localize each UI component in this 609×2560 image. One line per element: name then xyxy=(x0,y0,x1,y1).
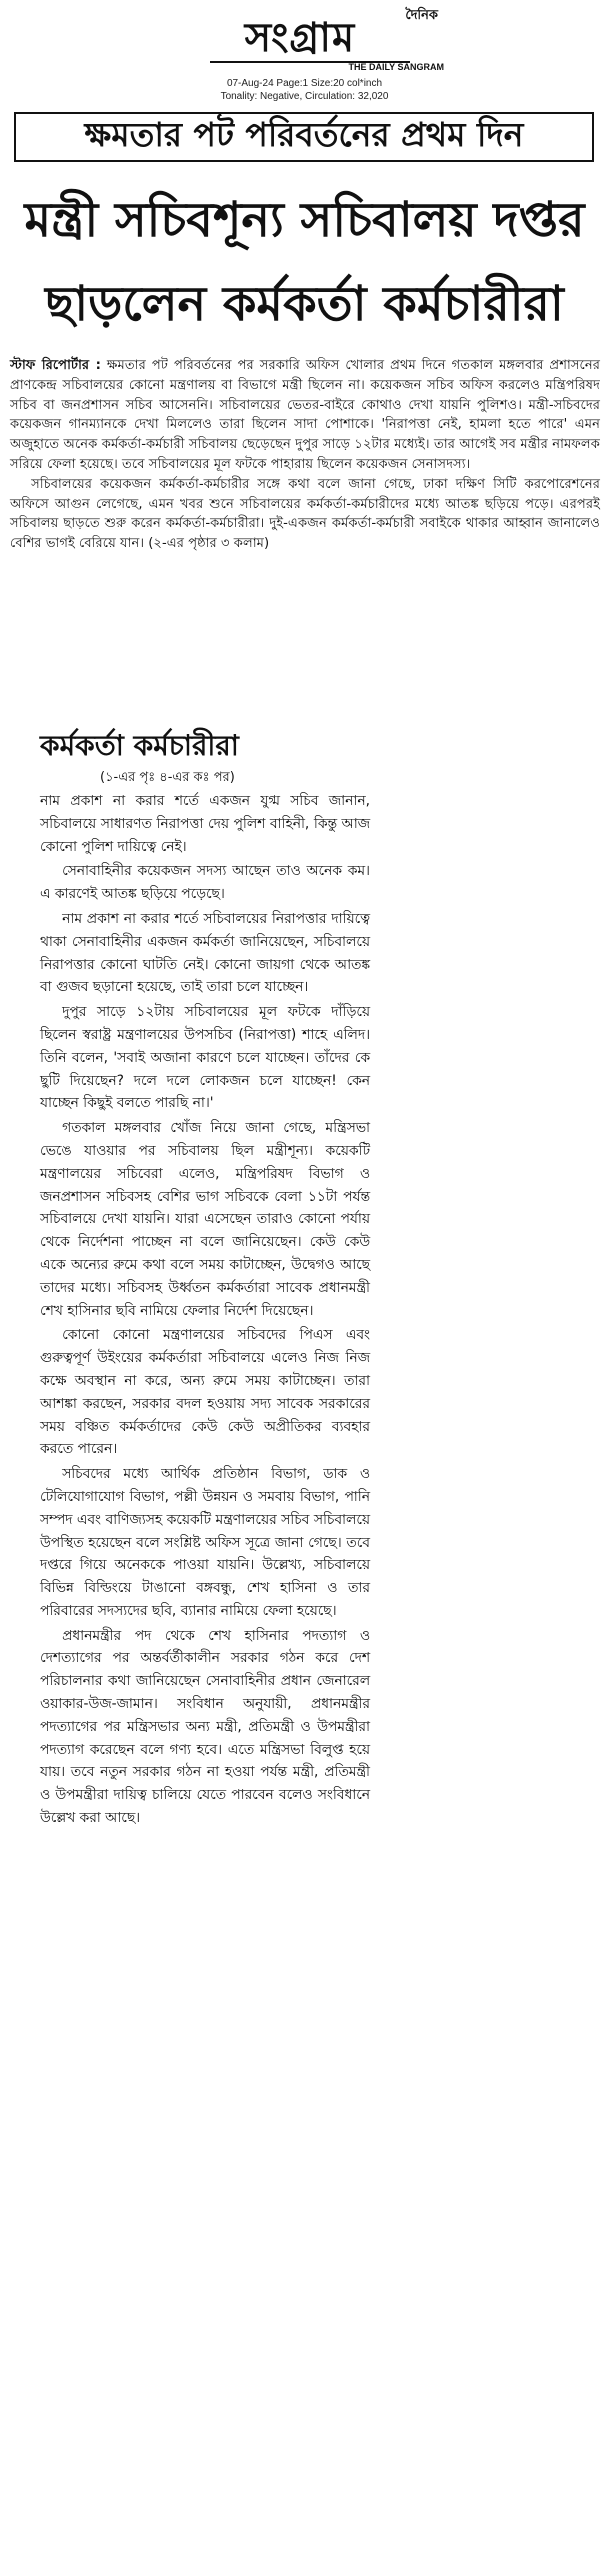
lead-paragraph-1 xyxy=(10,356,600,475)
continuation-paragraph: গতকাল মঙ্গলবার খোঁজ নিয়ে জানা গেছে, মন্ত্রিসভা ভেঙে যাওয়ার পর সচিবালয় ছিল মন্ত্রীশূন্য। কয়েকটি মন্ত্রণালয়ের সচিবেরা এলেও, মন্ত্রিপরিষদ বিভাগ ও জনপ্রশাসন সচিবসহ বেশির ভাগ সচিবকে বেলা ১১টা পর্যন্ত সচিবালয়ে দেখা যায়নি। যারা এসেছেন তারাও কোনো পর্যায় থেকে নির্দেশনা পাচ্ছেন না বলে জানিয়েছেন। কেউ কেউ একে অন্যের রুমে কথা বলে সময় কাটাচ্ছেন, উদ্বেগও আছে তাদের মধ্যে। সচিবসহ উর্ধ্বতন কর্মকর্তারা সাবেক প্রধানমন্ত্রী শেখ হাসিনার ছবি নামিয়ে ফেলার নির্দেশ দিয়েছেন। xyxy=(40,1120,370,1319)
continuation-paragraph: সচিবদের মধ্যে আর্থিক প্রতিষ্ঠান বিভাগ, ডাক ও টেলিযোগাযোগ বিভাগ, পল্লী উন্নয়ন ও সমবায় বিভাগ, পানি সম্পদ এবং বাণিজ্যসহ কয়েকটি মন্ত্রণালয়ের সচিব সচিবালয়ে উপস্থিত হয়েছেন বলে সংশ্লিষ্ট অফিস সূত্রে জানা গেছে। তবে দপ্তরে গিয়ে অনেককে পাওয়া যায়নি। উল্লেখ্য, সচিবালয়ে বিভিন্ন বিল্ডিংয়ে টাঙানো বঙ্গবন্ধু, শেখ হাসিনা ও তার পরিবারের সদস্যদের ছবি, ব্যানার নামিয়ে ফেলা হয়েছে। xyxy=(40,1466,370,1619)
topic-box: ক্ষমতার পট পরিবর্তনের প্রথম দিন xyxy=(14,112,594,162)
newspaper-masthead xyxy=(150,6,450,76)
continuation-title: কর্মকর্তা কর্মচারীরা xyxy=(40,729,239,762)
continuation-paragraph: প্রধানমন্ত্রীর পদ থেকে শেখ হাসিনার পদত্যাগ ও দেশত্যাগের পর অন্তর্বর্তীকালীন সরকার গঠন করে দেশ পরিচালনার কথা জানিয়েছেন সেনাবাহিনীর প্রধান জেনারেল ওয়াকার-উজ-জামান। সংবিধান অনুযায়ী, প্রধানমন্ত্রীর পদত্যাগের পর মন্ত্রিসভার অন্য মন্ত্রী, প্রতিমন্ত্রী ও উপমন্ত্রীরা পদত্যাগ করেছেন বলে গণ্য হবে। এতে মন্ত্রিসভা বিলুপ্ত হয়ে যায়। তবে নতুন সরকার গঠন না হওয়া পর্যন্ত মন্ত্রী, প্রতিমন্ত্রী ও উপমন্ত্রীরা দায়িত্ব চালিয়ে যেতে পারবেন বলেও সংবিধানে উল্লেখ করা আছে। xyxy=(40,1627,370,1827)
masthead-title: সংগ্রাম xyxy=(244,14,356,61)
clip-meta-line2: Tonality: Negative, Circulation: 32,020 xyxy=(220,91,389,102)
lead-paragraph-2: সচিবালয়ের কয়েকজন কর্মকর্তা-কর্মচারীর সঙ্গে কথা বলে জানা গেছে, ঢাকা দক্ষিণ সিটি করপোরেশনের অফিসে আগুন লেগেছে, এমন খবর শুনে সচিবালয়ের কর্মকর্তা-কর্মচারীদের মধ্যে আতঙ্ক ছড়িয়ে পড়ে। এরপরই সচিবালয় ছাড়তে শুরু করেন কর্মকর্তা-কর্মচারীরা। দুই-একজন কর্মকর্তা-কর্মচারী সবাইকে থাকার আহ্বান জানালেও বেশির ভাগই বেরিয়ে যান। (২-এর পৃষ্ঠার ৩ কলাম) xyxy=(10,476,600,552)
masthead-prefix: দৈনিক xyxy=(405,8,438,23)
continuation-paragraph: সেনাবাহিনীর কয়েকজন সদস্য আছেন তাও অনেক কম। এ কারণেই আতঙ্ক ছড়িয়ে পড়েছে। xyxy=(40,863,370,903)
continuation-paragraph: কোনো কোনো মন্ত্রণালয়ের সচিবদের পিএস এবং গুরুত্বপূর্ণ উইংয়ের কর্মকর্তারা সচিবালয়ে এলেও নিজ নিজ কক্ষে অবস্থান না করে, অন্য রুমে সময় কাটাচ্ছেন। তারা আশঙ্কা করছেন, সরকার বদল হওয়ায় সদ্য সাবেক সরকারের সময় বঞ্চিত কর্মকর্তাদের কেউ কেউ অপ্রীতিকর ব্যবহার করতে পারেন। xyxy=(40,1327,370,1458)
continuation-paragraph: দুপুর সাড়ে ১২টায় সচিবালয়ের মূল ফটকে দাঁড়িয়ে ছিলেন স্বরাষ্ট্র মন্ত্রণালয়ের উপসচিব (নিরাপত্তা) শাহে এলিদ। তিনি বলেন, 'সবাই অজানা কারণে চলে যাচ্ছেন। তাঁদের কে ছুটি দিয়েছেন? দলে দলে লোকজন চলে যাচ্ছেন! কেন যাচ্ছেন কিছুই বলতে পারছি না।' xyxy=(40,1004,370,1112)
lead-article xyxy=(10,356,600,554)
continuation-paragraph: নাম প্রকাশ না করার শর্তে একজন যুগ্ম সচিব জানান, সচিবালয়ে সাধারণত নিরাপত্তা দেয় পুলিশ বাহিনী, কিন্তু আজ কোনো পুলিশ দায়িত্বে নেই। xyxy=(40,793,370,855)
byline: স্টাফ রিপোর্টার : xyxy=(10,358,101,373)
continuation-column xyxy=(40,790,370,2550)
headline-line2: ছাড়লেন কর্মকর্তা কর্মচারীরা xyxy=(45,276,564,332)
clip-meta-line1: 07-Aug-24 Page:1 Size:20 col*inch xyxy=(226,78,383,89)
continuation-paragraph: নাম প্রকাশ না করার শর্তে সচিবালয়ের নিরাপত্তার দায়িত্বে থাকা সেনাবাহিনীর একজন কর্মকর্তা জানিয়েছেন, সচিবালয়ে নিরাপত্তার কোনো ঘাটতি নেই। কোনো জায়গা থেকে আতঙ্ক বা গুজব ছড়ানো হয়েছে, তাই তারা চলে যাচ্ছেন। xyxy=(40,910,370,996)
headline-line1: মন্ত্রী সচিবশূন্য সচিবালয় দপ্তর xyxy=(24,192,585,248)
lead-text-1: ক্ষমতার পট পরিবর্তনের পর সরকারি অফিস খোলার প্রথম দিনে গতকাল মঙ্গলবার প্রশাসনের প্রাণকেন্দ্র সচিবালয়ের কোনো মন্ত্রণালয় বা বিভাগে মন্ত্রী ছিলেন না। কয়েকজন সচিব অফিস করলেও মন্ত্রিপরিষদ সচিব বা জনপ্রশাসন সচিব আসেননি। সচিবালয়ের ভেতর-বাইরে কোথাও দেখা যায়নি পুলিশও। মন্ত্রী-সচিবদের কয়েকজন গানম্যানকে দেখা মিললেও তারা ছিলেন সাদা পোশাকে। 'নিরাপত্তা নেই, হামলা হতে পারে' এমন অজুহাতে অনেক কর্মকর্তা-কর্মচারী সচিবালয় ছেড়েছেন দুপুর সাড়ে ১২টার মধ্যেই। তার আগেই সব মন্ত্রীর নামফলক সরিয়ে ফেলা হয়েছে। তবে সচিবালয়ের মূল ফটকে পাহারায় ছিলেন কয়েকজন সেনাসদস্য। xyxy=(10,358,600,472)
masthead-english: THE DAILY SANGRAM xyxy=(348,62,444,72)
continuation-reference: (১-এর পৃঃ ৪-এর কঃ পর) xyxy=(100,770,235,785)
